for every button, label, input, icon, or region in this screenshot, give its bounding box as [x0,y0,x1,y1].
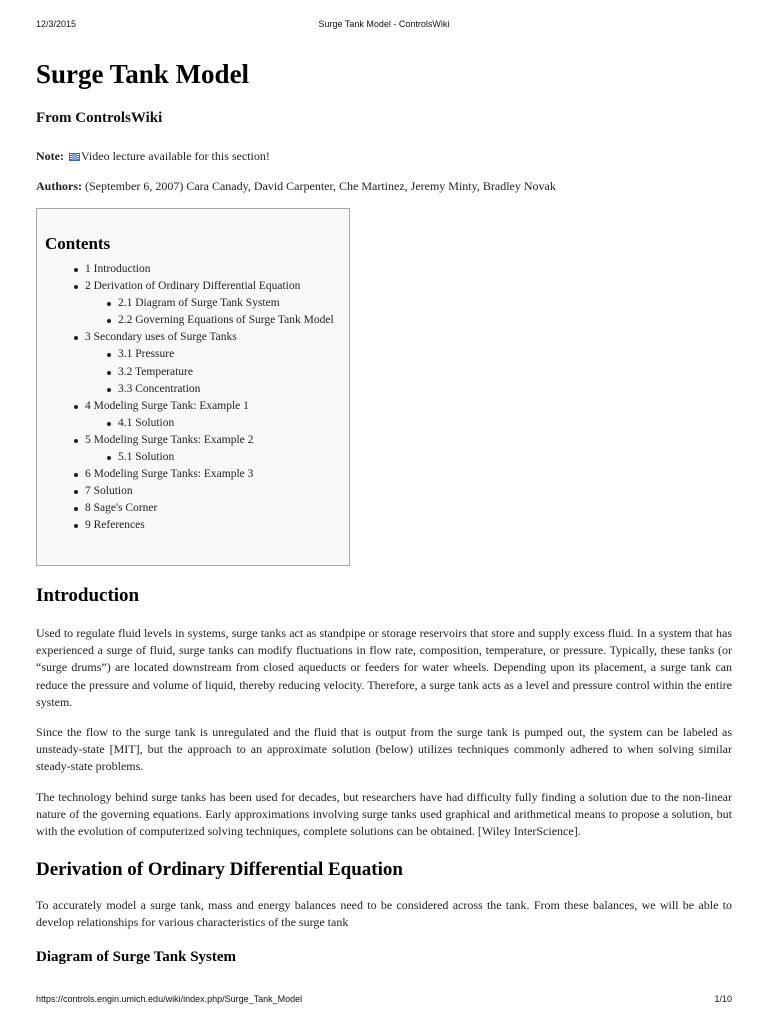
print-header [0,19,768,31]
toc-item[interactable]: 1 Introduction [45,261,349,278]
video-lecture-link[interactable]: Video lecture available for this section! [80,149,270,163]
toc-item[interactable]: 9 References [45,517,349,534]
subsection-heading-diagram: Diagram of Surge Tank System [36,948,237,965]
print-date: 12/3/2015 [36,19,77,29]
print-footer [0,994,768,1006]
section-heading-introduction: Introduction [36,585,140,606]
intro-paragraph-3: The technology behind surge tanks has been used for decades, but researchers have had difficulty fully finding a solution due to the non-linear nature of the governing equations. Early approximations involving surge tanks used graphical and arithmetical means to propose a solution, but with the evolution of computerized solving techniques, complete solutions can be obtained. [Wiley InterScience]. [36,789,732,839]
print-url: https://controls.engin.umich.edu/wiki/index.php/Surge_Tank_Model [36,994,303,1004]
article-content [36,52,736,967]
toc-item[interactable]: 5 Modeling Surge Tanks: Example 2 [45,432,349,449]
site-subtitle: From ControlsWiki [36,110,163,126]
toc-item[interactable]: 4 Modeling Surge Tank: Example 1 [45,398,349,415]
intro-paragraph-1: Used to regulate fluid levels in systems, surge tanks act as standpipe or storage reservoirs that store and supply excess fluid. In a system that has experienced a surge of fluid, surge tanks can modify fluctuations in flow rate, composition, temperature, or pressure. Typically, these tanks (or “surge drums”) are located downstream from closed aqueducts or feeders for water wheels. Depending upon its placement, a surge tank can reduce the pressure and volume of liquid, thereby reducing velocity. Therefore, a surge tank acts as a level and pressure control within the entire system. [36,626,732,709]
video-icon[interactable] [69,153,80,161]
toc-item[interactable]: 3 Secondary uses of Surge Tanks [45,329,349,346]
authors-text: (September 6, 2007) Cara Canady, David Carpenter, Che Martinez, Jeremy Minty, Bradley Novak [85,179,556,193]
toc-list [45,261,349,535]
note-line [36,148,736,164]
toc-item[interactable]: 2 Derivation of Ordinary Differential Equation [45,278,349,295]
toc-subitem[interactable]: 2.1 Diagram of Surge Tank System [45,295,349,312]
toc-item[interactable]: 8 Sage's Corner [45,500,349,517]
authors-line [36,178,736,194]
intro-paragraph-2: Since the flow to the surge tank is unregulated and the fluid that is output from the surge tank is pumped out, the system can be labeled as unsteady-state [MIT], but the approach to an approximate solution (below) utilizes techniques commonly adhered to when solving similar steady-state problems. [36,725,732,774]
toc-subitem[interactable]: 3.3 Concentration [45,381,349,398]
toc-subitem[interactable]: 2.2 Governing Equations of Surge Tank Model [45,312,349,329]
note-label: Note: [36,149,64,163]
toc-subitem[interactable]: 4.1 Solution [45,415,349,432]
toc-subitem[interactable]: 3.1 Pressure [45,346,349,363]
page-title: Surge Tank Model [36,59,250,89]
toc-subitem[interactable]: 3.2 Temperature [45,364,349,381]
section-heading-derivation: Derivation of Ordinary Differential Equation [36,859,403,881]
print-title: Surge Tank Model - ControlsWiki [318,19,450,29]
derivation-paragraph-1: To accurately model a surge tank, mass and energy balances need to be considered across the tank. From these balances, we will be able to develop relationships for various characteristics of the surge tank [36,898,732,930]
table-of-contents [36,208,350,566]
toc-item[interactable]: 6 Modeling Surge Tanks: Example 3 [45,466,349,483]
print-page-number: 1/10 [714,994,732,1004]
authors-label: Authors: [36,179,83,193]
toc-item[interactable]: 7 Solution [45,483,349,500]
toc-subitem[interactable]: 5.1 Solution [45,449,349,466]
toc-title: Contents [45,234,111,253]
